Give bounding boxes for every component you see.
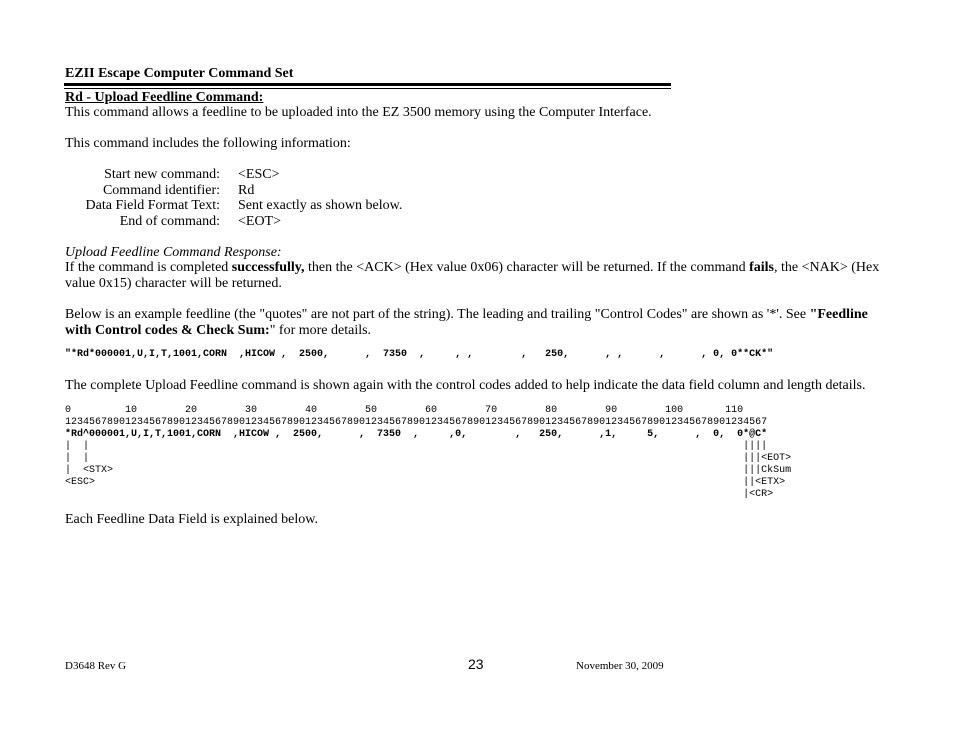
response-fails: fails bbox=[749, 260, 774, 275]
response-success: successfully, bbox=[231, 260, 305, 275]
page-number: 23 bbox=[468, 656, 484, 672]
example-feedline-code: "*Rd*000001,U,I,T,1001,CORN ,HICOW , 2500, , 7350 , , , , 250, , , , , 0, 0**CK*" bbox=[65, 349, 774, 360]
section-heading: Rd - Upload Feedline Command: bbox=[65, 90, 264, 105]
example-paragraph bbox=[65, 307, 891, 339]
field-value: Rd bbox=[238, 183, 255, 198]
field-label: Data Field Format Text: bbox=[85, 198, 220, 213]
annotation-line: | | |||<EOT> bbox=[65, 453, 792, 464]
response-heading: Upload Feedline Command Response: bbox=[65, 245, 282, 260]
closing-text: Each Feedline Data Field is explained below. bbox=[65, 512, 318, 527]
annotation-line: <ESC> ||<ETX> bbox=[65, 477, 786, 488]
field-value: <ESC> bbox=[238, 167, 280, 182]
column-ruler-ones: 123456789012345678901234567890123456789012345678901234567890123456789012345678901234567890123456789012345678901234567 bbox=[65, 417, 768, 428]
response-paragraph bbox=[65, 260, 891, 292]
title-rule-thick bbox=[64, 83, 671, 86]
title-rule-thin bbox=[64, 88, 671, 89]
response-text: then the <ACK> (Hex value 0x06) character will be returned. If the command bbox=[304, 260, 750, 275]
field-value: <EOT> bbox=[238, 214, 282, 229]
example-text: Below is an example feedline (the "quotes" are not part of the string). The leading and trailing "Control Codes" are shown as '*'. See bbox=[65, 307, 810, 322]
annotation-line: |<CR> bbox=[65, 489, 774, 500]
complete-text: The complete Upload Feedline command is shown again with the control codes added to help indicate the data field column and length details. bbox=[65, 378, 866, 393]
example-text: " for more details. bbox=[269, 323, 372, 338]
footer-date: November 30, 2009 bbox=[576, 660, 664, 672]
field-label: End of command: bbox=[119, 214, 220, 229]
response-text: , the <NAK> (Hex value 0x15) character will be returned. bbox=[65, 260, 880, 291]
field-label: Start new command: bbox=[104, 167, 220, 182]
includes-text: This command includes the following information: bbox=[65, 136, 351, 151]
annotation-line: | | |||| bbox=[65, 441, 768, 452]
annotation-line: | <STX> |||CkSum bbox=[65, 465, 792, 476]
section-intro: This command allows a feedline to be uploaded into the EZ 3500 memory using the Computer Interface. bbox=[65, 105, 652, 120]
example-reference: "Feedline with Control codes & Check Sum: bbox=[65, 307, 868, 338]
document-title: EZII Escape Computer Command Set bbox=[65, 66, 294, 81]
complete-feedline-code: *Rd^000001,U,I,T,1001,CORN ,HICOW , 2500, , 7350 , ,0, , 250, ,1, 5, , 0, 0*@C* bbox=[65, 429, 768, 440]
field-value: Sent exactly as shown below. bbox=[238, 198, 403, 213]
column-ruler-tens: 0 10 20 30 40 50 60 70 80 90 100 110 bbox=[65, 405, 744, 416]
response-text: If the command is completed bbox=[65, 260, 232, 275]
footer-revision: D3648 Rev G bbox=[65, 660, 127, 672]
field-label: Command identifier: bbox=[102, 183, 220, 198]
